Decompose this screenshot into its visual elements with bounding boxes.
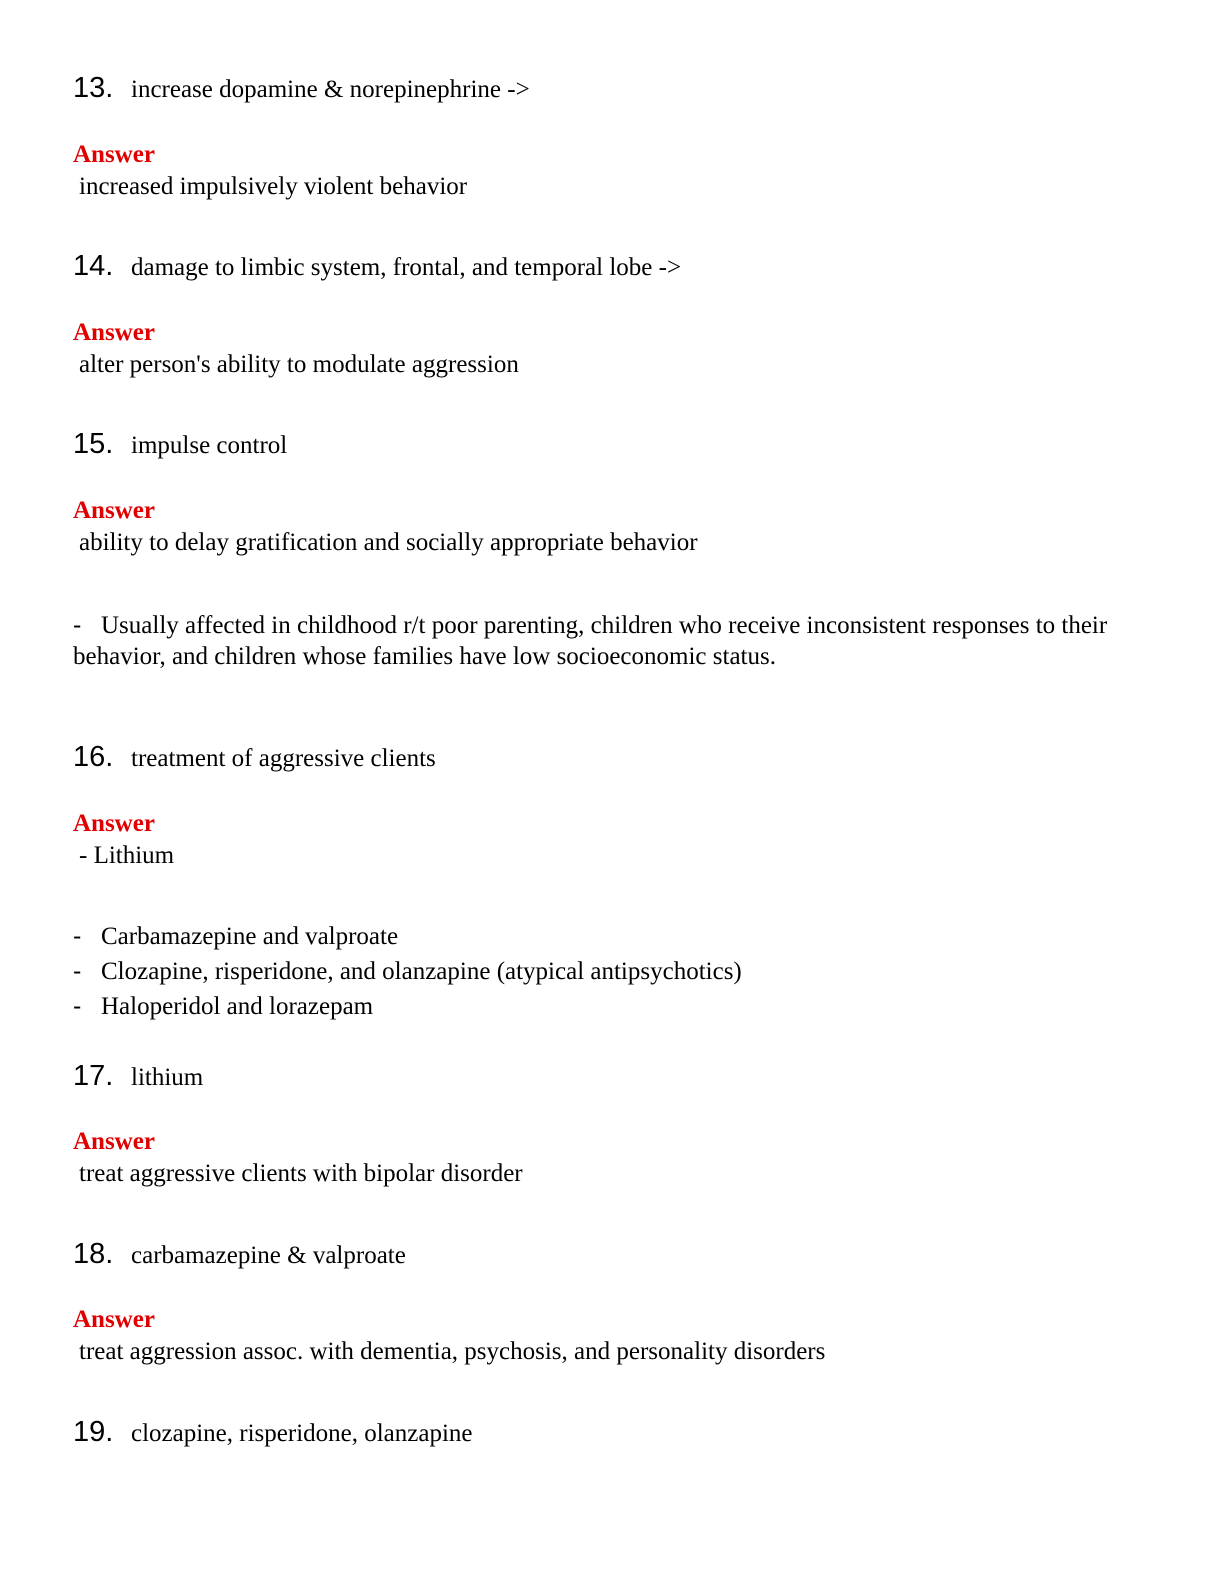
question-number: 15. bbox=[73, 428, 114, 460]
answer-text: - Lithium bbox=[79, 842, 175, 869]
note-text: Clozapine, risperidone, and olanzapine (atypical antipsychotics) bbox=[101, 958, 742, 985]
question-number: 13. bbox=[73, 72, 114, 104]
answer-label: Answer bbox=[73, 1306, 155, 1333]
answer-text: alter person's ability to modulate aggression bbox=[79, 351, 519, 378]
question-term: impulse control bbox=[131, 432, 288, 459]
question-13 bbox=[73, 72, 530, 105]
question-term: damage to limbic system, frontal, and temporal lobe -> bbox=[131, 254, 682, 281]
question-term: lithium bbox=[131, 1064, 204, 1091]
dash-marker: - bbox=[73, 957, 82, 985]
answer-label: Answer bbox=[73, 141, 155, 168]
answer-label: Answer bbox=[73, 810, 155, 837]
note-text: Haloperidol and lorazepam bbox=[101, 993, 374, 1020]
question-number: 16. bbox=[73, 741, 114, 773]
dash-marker: - bbox=[73, 611, 82, 639]
question-14 bbox=[73, 250, 681, 283]
question-term: carbamazepine & valproate bbox=[131, 1242, 406, 1269]
answer-text: treat aggressive clients with bipolar disorder bbox=[79, 1160, 523, 1187]
answer-label: Answer bbox=[73, 319, 155, 346]
dash-marker: - bbox=[73, 992, 82, 1020]
note-item bbox=[73, 956, 1133, 987]
question-18 bbox=[73, 1238, 406, 1271]
note-text: Carbamazepine and valproate bbox=[101, 923, 399, 950]
answer-text: increased impulsively violent behavior bbox=[79, 173, 468, 200]
note-item bbox=[73, 610, 1133, 672]
question-term: treatment of aggressive clients bbox=[131, 745, 436, 772]
note-text: Usually affected in childhood r/t poor parenting, children who receive inconsistent responses to their behavior, and children whose families have low socioeconomic status. bbox=[73, 612, 1108, 670]
note-item bbox=[73, 991, 1133, 1022]
answer-text: ability to delay gratification and socially appropriate behavior bbox=[79, 529, 698, 556]
question-16 bbox=[73, 741, 436, 774]
answer-label: Answer bbox=[73, 497, 155, 524]
question-number: 14. bbox=[73, 250, 114, 282]
question-15 bbox=[73, 428, 287, 461]
question-19 bbox=[73, 1416, 473, 1449]
question-term: increase dopamine & norepinephrine -> bbox=[131, 76, 530, 103]
note-item bbox=[73, 921, 1133, 952]
answer-text: treat aggression assoc. with dementia, psychosis, and personality disorders bbox=[79, 1338, 826, 1365]
question-number: 17. bbox=[73, 1060, 114, 1092]
question-number: 18. bbox=[73, 1238, 114, 1270]
question-17 bbox=[73, 1060, 203, 1093]
answer-label: Answer bbox=[73, 1128, 155, 1155]
question-term: clozapine, risperidone, olanzapine bbox=[131, 1420, 473, 1447]
dash-marker: - bbox=[73, 922, 82, 950]
question-number: 19. bbox=[73, 1416, 114, 1448]
